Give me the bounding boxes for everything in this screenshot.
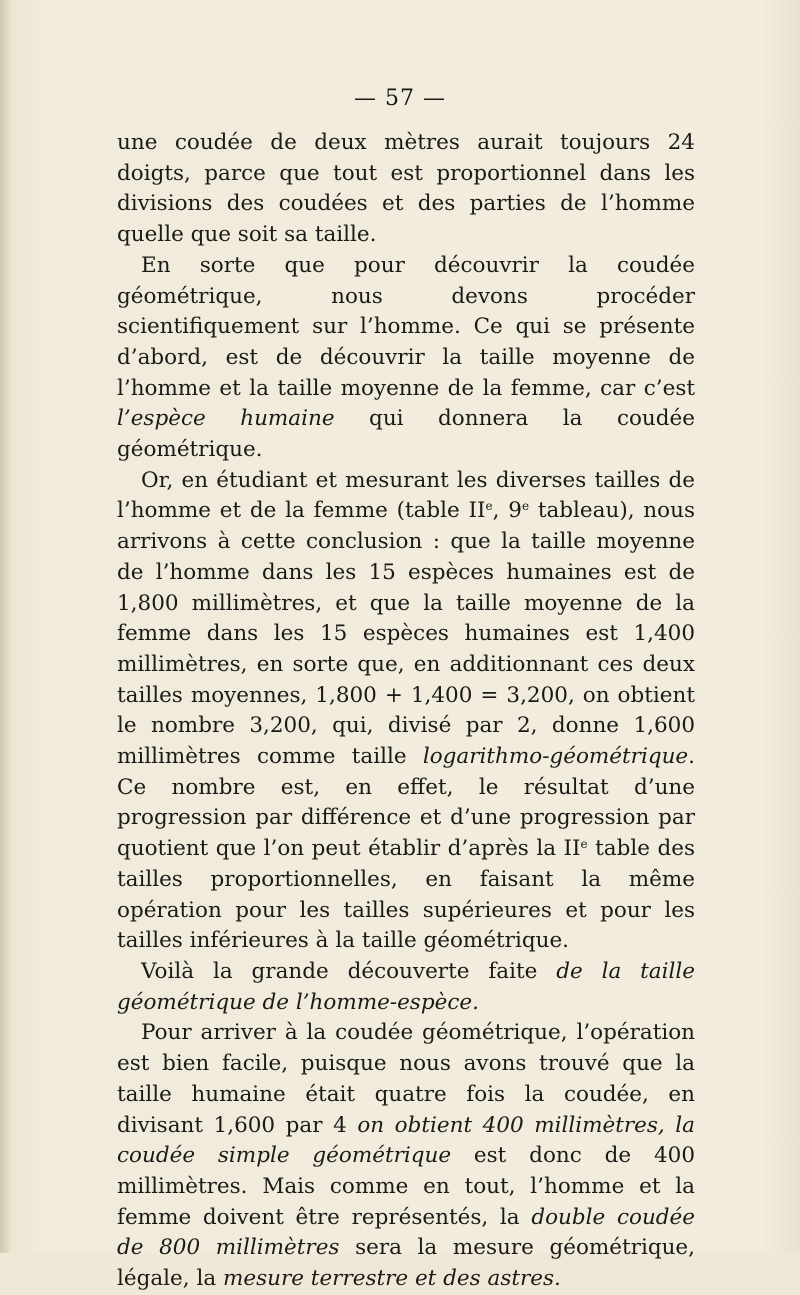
paragraph-5 [117, 1018, 695, 1294]
page-number: — 57 — [354, 86, 446, 111]
italic-phrase: double coudée de 800 millimètres [117, 1204, 695, 1261]
paragraph-2 [117, 251, 695, 466]
text-segment: qui donnera la coudée géométrique. [117, 406, 695, 463]
paragraph-1 [117, 128, 695, 251]
superscript: e [580, 837, 588, 852]
text-segment: Or, en étudiant et mesurant les diverses tailles de l’homme et de la femme (table II [117, 467, 695, 524]
text-segment: sera la mesure géométrique, légale, la [117, 1235, 695, 1292]
italic-phrase: l’espèce humaine [117, 406, 335, 432]
italic-phrase: mesure terrestre et des astres. [222, 1266, 561, 1292]
text-segment: table des tailles proportionnelles, en faisant la même opération pour les tailles supérieures et pour les tailles inférieures à la taille géométrique. [117, 836, 696, 954]
text-segment: Voilà la grande découverte faite [141, 958, 557, 984]
text-segment: une coudée de deux mètres aurait toujours 24 doigts, parce que tout est proportionnel dans les divisions des coudées et des parties de l’homme quelle que soit sa taille. [117, 130, 695, 248]
superscript: e [485, 499, 493, 514]
body-text [117, 128, 695, 1295]
italic-phrase: de la taille géométrique de l’homme-espèce. [117, 958, 695, 1015]
text-segment: tableau), nous arrivons à cette conclusion : que la taille moyenne de l’homme dans les 15 espèces humaines est de 1,800 millimètres, et que la taille moyenne de la femme dans les 15 espèces humaines est 1,400 millimètres, en sorte que, en additionnant ces deux tailles moyennes, 1,800 + 1,400 = 3,200, on obtient le nombre 3,200, qui, divisé par 2, donne 1,600 millimètres comme taille [117, 498, 695, 770]
text-segment: , 9 [492, 498, 522, 524]
italic-phrase: on obtient 400 millimètres, la coudée simple géométrique [117, 1112, 695, 1169]
superscript: e [521, 499, 530, 514]
text-segment: En sorte que pour découvrir la coudée géométrique, nous devons procéder scientifiquement sur l’homme. Ce qui se présente d’abord, est de découvrir la taille moyenne de l’homme et la taille moyenne de la femme, car c’est [117, 252, 695, 401]
text-segment: Pour arriver à la coudée géométrique, l’opération est bien facile, puisque nous avons trouvé que la taille humaine était quatre fois la coudée, en divisant 1,600 par 4 [117, 1020, 695, 1138]
text-segment: . Ce nombre est, en effet, le résultat d’une progression par différence et d’une progression par quotient que l’on peut établir d’après la II [117, 744, 695, 862]
paragraph-3 [117, 466, 695, 957]
italic-phrase: logarithmo-géométrique [422, 744, 689, 770]
text-segment: est donc de 400 millimètres. Mais comme en tout, l’homme et la femme doivent être représentés, la [117, 1143, 695, 1230]
page-gutter [0, 0, 10, 1253]
paragraph-4 [117, 957, 695, 1018]
